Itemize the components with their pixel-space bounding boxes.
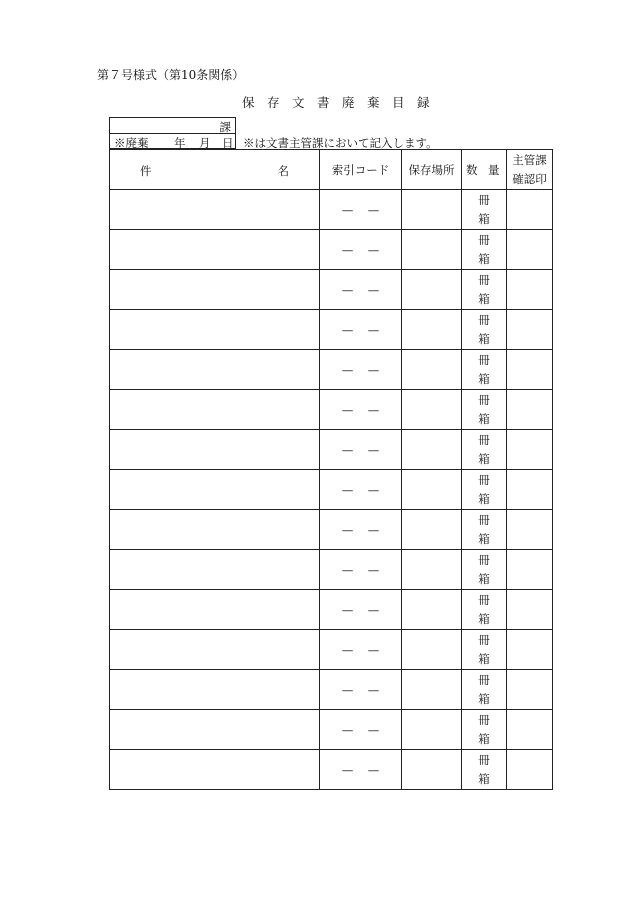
quantity-cell[interactable] [462,670,507,710]
table-row [110,390,553,430]
unit-books-label: 冊 [478,272,490,287]
header-row [110,150,553,190]
storage-location-cell[interactable] [402,270,462,310]
code-dash: — [367,762,380,777]
storage-location-cell[interactable] [402,630,462,670]
storage-location-cell[interactable] [402,550,462,590]
index-code-cell[interactable] [320,230,402,270]
disposal-register-table [109,149,553,790]
item-name-cell[interactable] [110,550,320,590]
index-code-cell[interactable] [320,430,402,470]
table-row [110,710,553,750]
item-name-cell[interactable] [110,750,320,790]
code-dash: — [367,402,380,417]
item-name-cell[interactable] [110,390,320,430]
code-dash: — [341,242,354,257]
form-number-label: 第７号様式（第10条関係） [97,68,245,82]
unit-boxes-label: 箱 [478,411,490,426]
code-dash: — [341,602,354,617]
item-name-cell[interactable] [110,510,320,550]
unit-boxes-label: 箱 [478,611,490,626]
department-disposal-box [109,117,236,149]
quantity-cell[interactable] [462,590,507,630]
item-name-cell[interactable] [110,430,320,470]
code-dash: — [341,442,354,457]
unit-books-label: 冊 [478,672,490,687]
storage-location-cell[interactable] [402,470,462,510]
unit-books-label: 冊 [478,712,490,727]
unit-books-label: 冊 [478,592,490,607]
index-code-cell[interactable] [320,630,402,670]
storage-location-cell[interactable] [402,350,462,390]
item-name-cell[interactable] [110,190,320,230]
index-code-cell[interactable] [320,510,402,550]
unit-boxes-label: 箱 [478,491,490,506]
table-row [110,350,553,390]
quantity-cell[interactable] [462,310,507,350]
document-title: 保 存 文 書 廃 棄 目 録 [242,95,430,110]
index-code-cell[interactable] [320,310,402,350]
quantity-cell[interactable] [462,630,507,670]
quantity-cell[interactable] [462,470,507,510]
code-dash: — [341,482,354,497]
quantity-cell[interactable] [462,350,507,390]
item-name-cell[interactable] [110,270,320,310]
confirmation-stamp-cell[interactable] [507,390,553,430]
unit-boxes-label: 箱 [478,531,490,546]
quantity-cell[interactable] [462,190,507,230]
code-dash: — [367,322,380,337]
table-row [110,230,553,270]
code-dash: — [367,682,380,697]
confirmation-stamp-cell[interactable] [507,710,553,750]
header-stamp-line2: 確認印 [512,171,547,186]
header-storage-location: 保存場所 [402,150,462,190]
confirmation-stamp-cell[interactable] [507,470,553,510]
table-row [110,270,553,310]
code-dash: — [367,482,380,497]
unit-boxes-label: 箱 [478,211,490,226]
code-dash: — [367,242,380,257]
storage-location-cell[interactable] [402,230,462,270]
quantity-cell[interactable] [462,550,507,590]
year-label: 年 [174,136,186,150]
code-dash: — [367,202,380,217]
unit-books-label: 冊 [478,192,490,207]
code-dash: — [367,362,380,377]
unit-boxes-label: 箱 [478,651,490,666]
header-index-code: 索引コード [320,150,402,190]
storage-location-cell[interactable] [402,670,462,710]
code-dash: — [341,682,354,697]
unit-books-label: 冊 [478,432,490,447]
header-item-name-part1: 件 [140,164,152,178]
code-dash: — [341,722,354,737]
storage-location-cell[interactable] [402,710,462,750]
header-quantity-part2: 量 [488,162,500,177]
quantity-cell[interactable] [462,510,507,550]
day-label: 日 [222,136,234,150]
header-item-name-part2: 名 [277,164,289,178]
code-dash: — [367,442,380,457]
code-dash: — [341,562,354,577]
code-dash: — [367,642,380,657]
code-dash: — [341,202,354,217]
unit-books-label: 冊 [478,512,490,527]
item-name-cell[interactable] [110,590,320,630]
table-row [110,550,553,590]
item-name-cell[interactable] [110,230,320,270]
storage-location-cell[interactable] [402,430,462,470]
unit-boxes-label: 箱 [478,731,490,746]
unit-boxes-label: 箱 [478,371,490,386]
department-suffix: 課 [219,120,231,134]
confirmation-stamp-cell[interactable] [507,510,553,550]
confirmation-stamp-cell[interactable] [507,190,553,230]
index-code-cell[interactable] [320,590,402,630]
table-row [110,590,553,630]
unit-boxes-label: 箱 [478,451,490,466]
code-dash: — [341,362,354,377]
quantity-cell[interactable] [462,750,507,790]
code-dash: — [341,282,354,297]
confirmation-stamp-cell[interactable] [507,670,553,710]
confirmation-stamp-cell[interactable] [507,430,553,470]
table-row [110,430,553,470]
table-row [110,190,553,230]
code-dash: — [341,522,354,537]
quantity-cell[interactable] [462,430,507,470]
code-dash: — [367,562,380,577]
unit-books-label: 冊 [478,312,490,327]
storage-location-cell[interactable] [402,190,462,230]
code-dash: — [367,522,380,537]
unit-boxes-label: 箱 [478,291,490,306]
item-name-cell[interactable] [110,670,320,710]
unit-books-label: 冊 [478,232,490,247]
code-dash: — [341,642,354,657]
item-name-cell[interactable] [110,470,320,510]
header-item-name [110,150,320,190]
confirmation-stamp-cell[interactable] [507,750,553,790]
code-dash: — [341,322,354,337]
header-quantity-part1: 数 [466,162,478,177]
index-code-cell[interactable] [320,710,402,750]
disposal-note: ※は文書主管課において記入します。 [243,136,438,150]
code-dash: — [341,762,354,777]
index-code-cell[interactable] [320,550,402,590]
item-name-cell[interactable] [110,630,320,670]
quantity-cell[interactable] [462,390,507,430]
unit-books-label: 冊 [478,472,490,487]
unit-books-label: 冊 [478,352,490,367]
header-stamp-line1: 主管課 [512,152,547,167]
code-dash: — [341,402,354,417]
unit-boxes-label: 箱 [478,251,490,266]
confirmation-stamp-cell[interactable] [507,550,553,590]
month-label: 月 [199,136,211,150]
confirmation-stamp-cell[interactable] [507,310,553,350]
index-code-cell[interactable] [320,270,402,310]
quantity-cell[interactable] [462,270,507,310]
quantity-cell[interactable] [462,710,507,750]
unit-books-label: 冊 [478,392,490,407]
confirmation-stamp-cell[interactable] [507,630,553,670]
code-dash: — [367,722,380,737]
header-quantity [462,150,507,190]
storage-location-cell[interactable] [402,390,462,430]
disposal-label: ※廃棄 [114,136,149,150]
quantity-cell[interactable] [462,230,507,270]
confirmation-stamp-cell[interactable] [507,590,553,630]
index-code-cell[interactable] [320,350,402,390]
confirmation-stamp-cell[interactable] [507,270,553,310]
item-name-cell[interactable] [110,710,320,750]
table-row [110,310,553,350]
header-confirmation-stamp [507,150,553,190]
department-field [110,118,235,134]
table-row [110,470,553,510]
index-code-cell[interactable] [320,190,402,230]
storage-location-cell[interactable] [402,310,462,350]
index-code-cell[interactable] [320,670,402,710]
storage-location-cell[interactable] [402,510,462,550]
code-dash: — [367,602,380,617]
confirmation-stamp-cell[interactable] [507,350,553,390]
unit-boxes-label: 箱 [478,691,490,706]
item-name-cell[interactable] [110,310,320,350]
unit-books-label: 冊 [478,552,490,567]
confirmation-stamp-cell[interactable] [507,230,553,270]
storage-location-cell[interactable] [402,590,462,630]
table-row [110,630,553,670]
index-code-cell[interactable] [320,750,402,790]
unit-books-label: 冊 [478,752,490,767]
table-row [110,670,553,710]
unit-books-label: 冊 [478,632,490,647]
unit-boxes-label: 箱 [478,571,490,586]
unit-boxes-label: 箱 [478,331,490,346]
table-row [110,750,553,790]
index-code-cell[interactable] [320,390,402,430]
index-code-cell[interactable] [320,470,402,510]
unit-boxes-label: 箱 [478,771,490,786]
item-name-cell[interactable] [110,350,320,390]
code-dash: — [367,282,380,297]
table-row [110,510,553,550]
storage-location-cell[interactable] [402,750,462,790]
